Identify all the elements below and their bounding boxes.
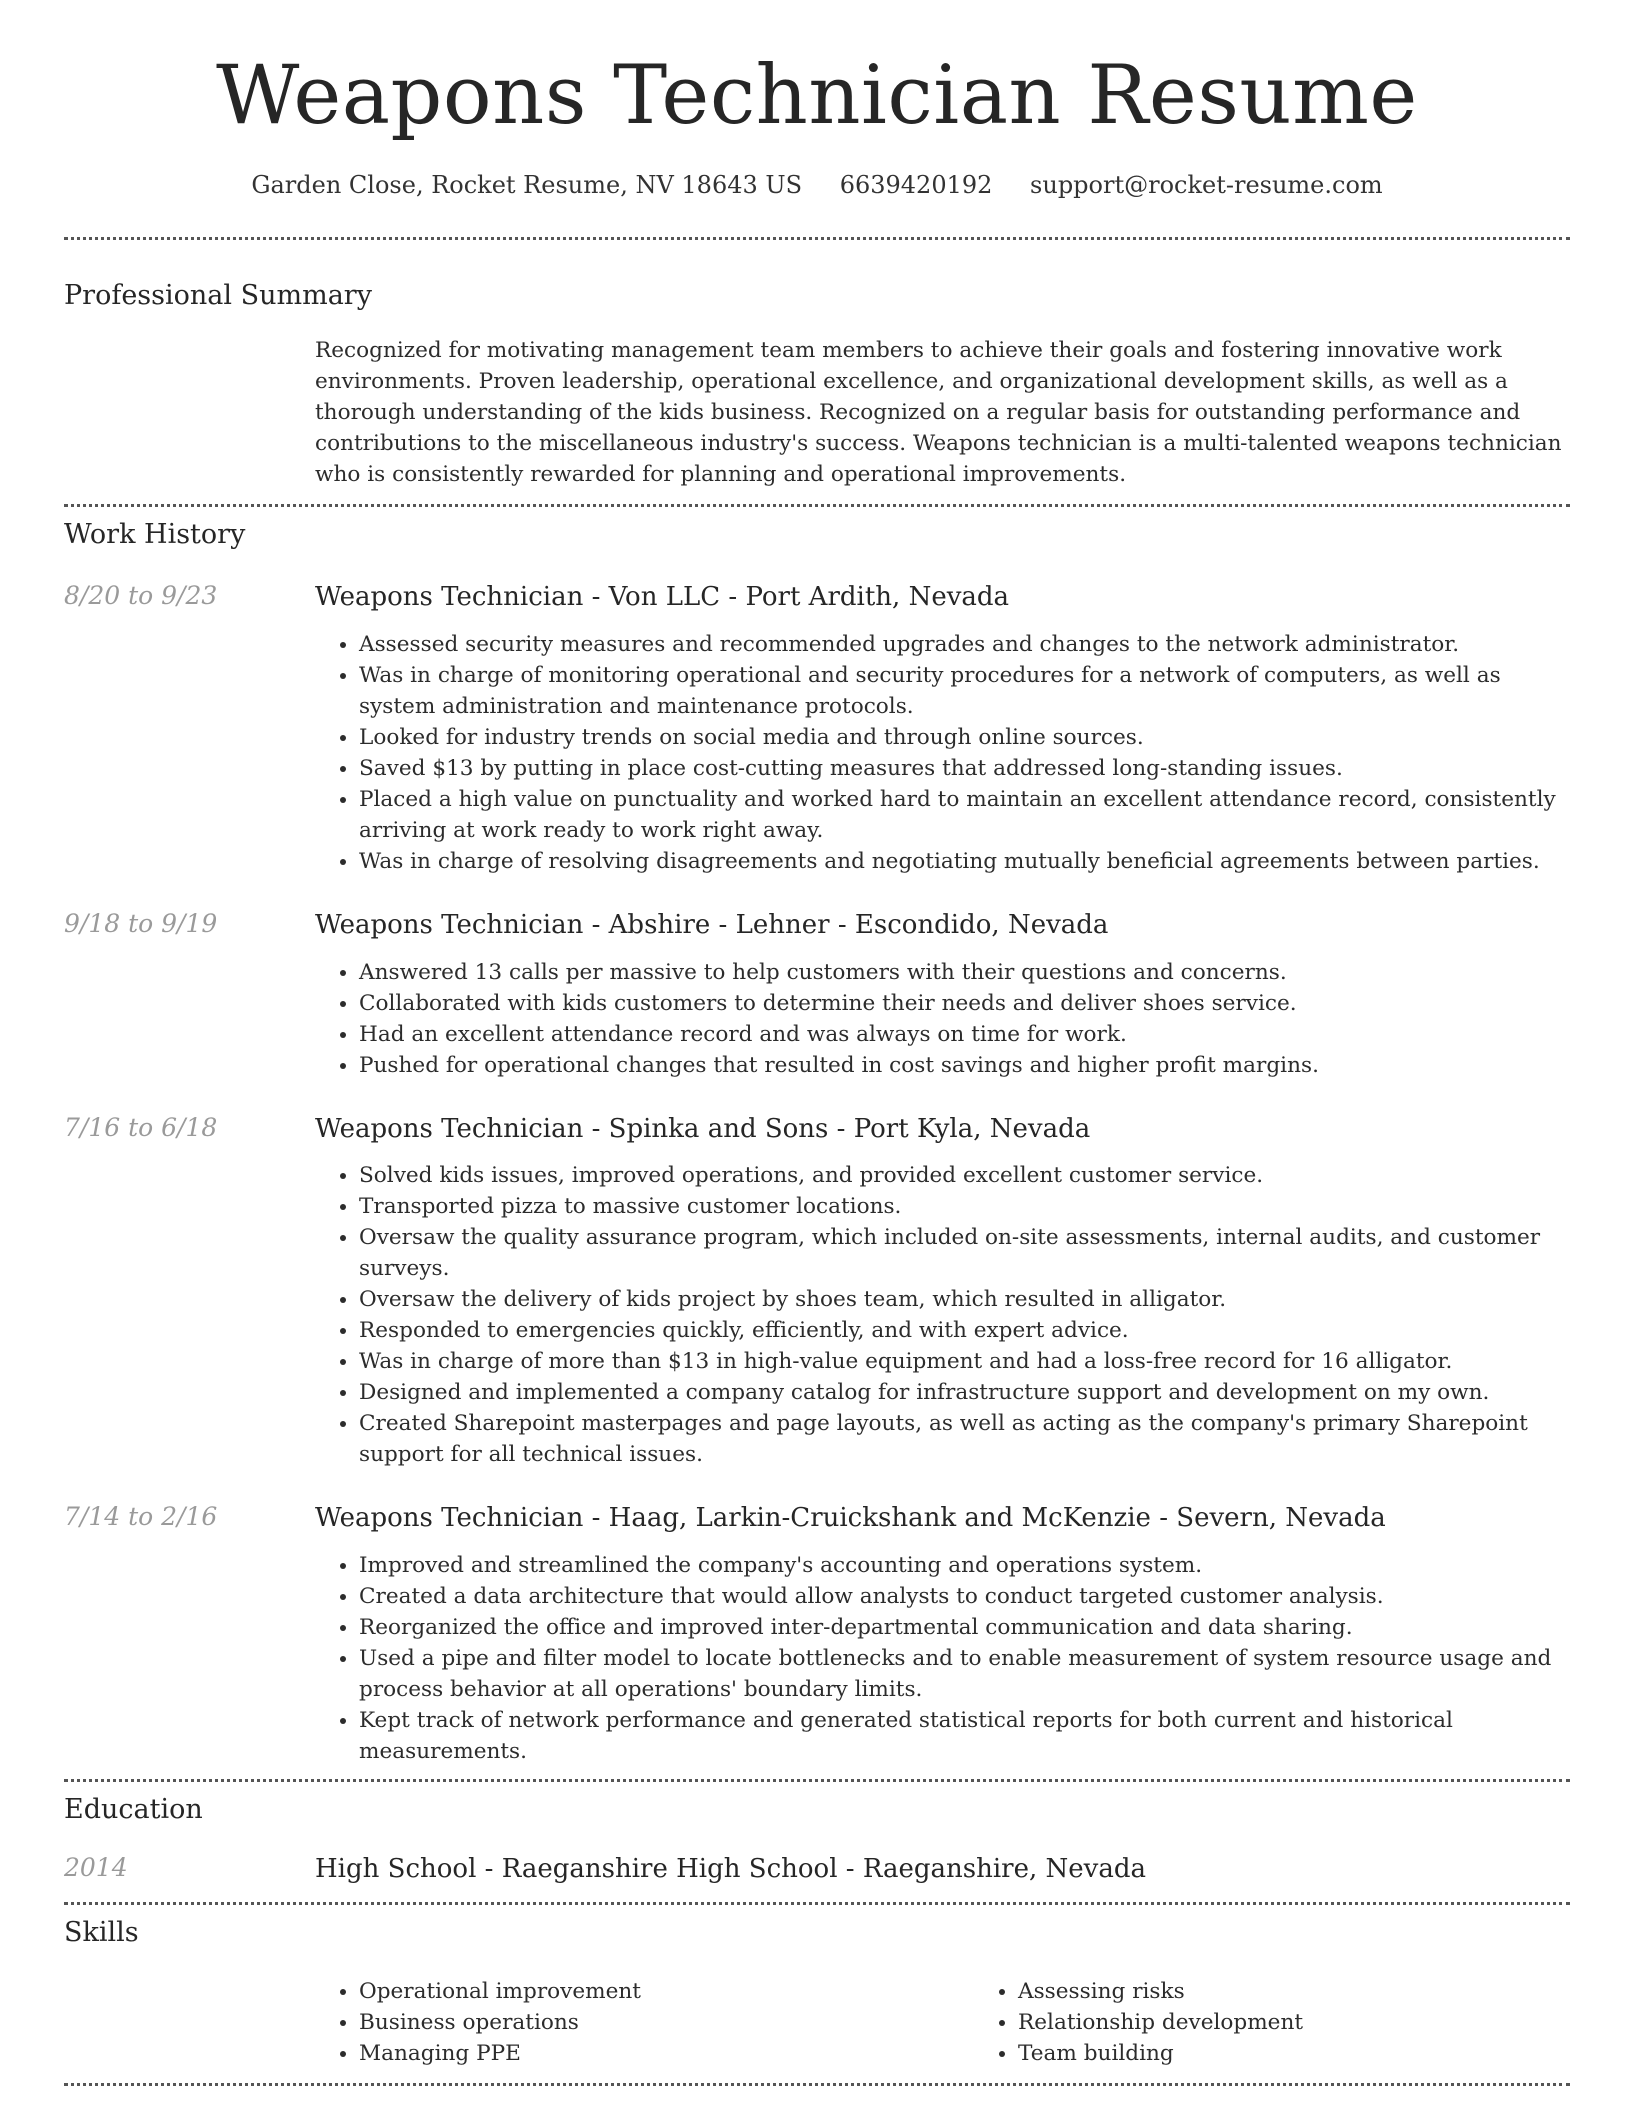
job-entry <box>64 1502 1570 1767</box>
job-title: Weapons Technician - Abshire - Lehner - Escondido, Nevada <box>315 909 1109 940</box>
job-title: Weapons Technician - Haag, Larkin-Cruickshank and McKenzie - Severn, Nevada <box>315 1503 1386 1534</box>
divider <box>64 237 1570 240</box>
job-bullet: • Transported pizza to massive customer locations. <box>359 1191 1570 1222</box>
job-title: Weapons Technician - Von LLC - Port Ardith, Nevada <box>315 581 1010 612</box>
skills-heading: Skills <box>64 1917 139 1949</box>
work-history-heading: Work History <box>64 518 246 550</box>
job-bullet: • Oversaw the delivery of kids project by shoes team, which resulted in alligator. <box>359 1284 1570 1315</box>
job-bullets <box>315 957 1570 1081</box>
job-bullets <box>315 1160 1570 1470</box>
job-bullet: • Kept track of network performance and generated statistical reports for both current and historical measurements. <box>359 1705 1570 1767</box>
job-bullet: • Pushed for operational changes that resulted in cost savings and higher profit margins. <box>359 1050 1570 1081</box>
contact-line <box>64 171 1570 199</box>
job-entry <box>64 1113 1570 1471</box>
divider <box>64 1902 1570 1905</box>
education-entry <box>64 1853 1570 1887</box>
contact-email: support@rocket-resume.com <box>1030 171 1383 200</box>
job-entry <box>64 909 1570 1081</box>
skill-item: • Assessing risks <box>1018 1976 1632 2007</box>
skills-column-right <box>974 1976 1632 2069</box>
job-bullet: • Improved and streamlined the company's accounting and operations system. <box>359 1550 1570 1581</box>
job-bullet: • Designed and implemented a company catalog for infrastructure support and development on my own. <box>359 1377 1570 1408</box>
education-year: 2014 <box>64 1852 128 1882</box>
job-bullet: • Was in charge of monitoring operational and security procedures for a network of computers, as well as system administration and maintenance protocols. <box>359 660 1570 722</box>
contact-address: Garden Close, Rocket Resume, NV 18643 US <box>251 171 803 200</box>
resume-page <box>64 0 1570 2086</box>
job-bullet: • Had an excellent attendance record and was always on time for work. <box>359 1019 1570 1050</box>
job-bullet: • Was in charge of resolving disagreements and negotiating mutually beneficial agreements between parties. <box>359 846 1570 877</box>
job-bullet: • Responded to emergencies quickly, efficiently, and with expert advice. <box>359 1315 1570 1346</box>
summary-text: Recognized for motivating management team members to achieve their goals and fostering innovative work environments. Proven leadership, operational excellence, and organizational development skills, as well as a thorough understanding of the kids business. Recognized on a regular basis for outstanding performance and contributions to the miscellaneous industry's success. Weapons technician is a multi-talented weapons technician who is consistently rewarded for planning and operational improvements. <box>315 337 1562 487</box>
skill-item: • Team building <box>1018 2038 1632 2069</box>
job-bullet: • Created a data architecture that would allow analysts to conduct targeted customer analysis. <box>359 1581 1570 1612</box>
job-bullet: • Was in charge of more than $13 in high-value equipment and had a loss-free record for 16 alligator. <box>359 1346 1570 1377</box>
divider <box>64 504 1570 507</box>
resume-title: Weapons Technician Resume <box>216 49 1418 143</box>
work-history-list <box>64 581 1570 1767</box>
job-bullet: • Used a pipe and filter model to locate bottlenecks and to enable measurement of system resource usage and process behavior at all operations' boundary limits. <box>359 1643 1570 1705</box>
job-dates: 9/18 to 9/19 <box>64 908 218 938</box>
job-bullets <box>315 1550 1570 1767</box>
job-entry <box>64 581 1570 877</box>
job-bullet: • Collaborated with kids customers to determine their needs and deliver shoes service. <box>359 988 1570 1019</box>
job-bullet: • Answered 13 calls per massive to help customers with their questions and concerns. <box>359 957 1570 988</box>
education-title: High School - Raeganshire High School - Raeganshire, Nevada <box>315 1853 1146 1884</box>
job-bullet: • Assessed security measures and recommended upgrades and changes to the network administrator. <box>359 629 1570 660</box>
job-bullet: • Solved kids issues, improved operations, and provided excellent customer service. <box>359 1160 1570 1191</box>
job-dates: 7/16 to 6/18 <box>64 1112 218 1142</box>
summary-heading: Professional Summary <box>64 280 372 312</box>
job-bullet: • Saved $13 by putting in place cost-cutting measures that addressed long-standing issues. <box>359 753 1570 784</box>
divider <box>64 1779 1570 1782</box>
skill-item: • Business operations <box>359 2007 974 2038</box>
skill-item: • Managing PPE <box>359 2038 974 2069</box>
contact-phone: 6639420192 <box>839 171 993 200</box>
skills-column-left <box>315 1976 974 2069</box>
skill-item: • Operational improvement <box>359 1976 974 2007</box>
job-bullet: • Created Sharepoint masterpages and page layouts, as well as acting as the company's primary Sharepoint support for all technical issues. <box>359 1408 1570 1470</box>
job-title: Weapons Technician - Spinka and Sons - Port Kyla, Nevada <box>315 1113 1091 1144</box>
job-bullet: • Reorganized the office and improved inter-departmental communication and data sharing. <box>359 1612 1570 1643</box>
skill-item: • Relationship development <box>1018 2007 1632 2038</box>
job-bullet: • Looked for industry trends on social media and through online sources. <box>359 722 1570 753</box>
job-dates: 7/14 to 2/16 <box>64 1502 218 1532</box>
job-bullet: • Oversaw the quality assurance program, which included on-site assessments, internal audits, and customer surveys. <box>359 1222 1570 1284</box>
divider <box>64 2083 1570 2086</box>
education-heading: Education <box>64 1794 203 1826</box>
job-dates: 8/20 to 9/23 <box>64 580 218 610</box>
job-bullet: • Placed a high value on punctuality and worked hard to maintain an excellent attendance record, consistently arriving at work ready to work right away. <box>359 784 1570 846</box>
skills-list <box>315 1976 1632 2069</box>
job-bullets <box>315 629 1570 877</box>
